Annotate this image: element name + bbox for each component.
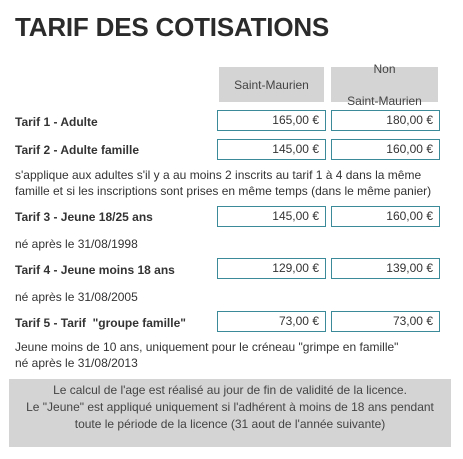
tarif-1-label: Tarif 1 - Adulte [15, 115, 98, 129]
column-header-saint-maurien [219, 67, 324, 102]
tarif-2-note [15, 167, 431, 199]
tarif-2-label: Tarif 2 - Adulte famille [15, 143, 140, 157]
tarif-4-label: Tarif 4 - Jeune moins 18 ans [15, 263, 175, 277]
tarif-4-price-saint-maurien: 129,00 € [217, 258, 326, 279]
column-header-non-saint-maurien [331, 61, 438, 108]
footer-line3: toute le période de la licence (31 aout de l'année suivante) [74, 417, 386, 431]
footer-line1: Le calcul de l'age est réalisé au jour de fin de validité de la licence. [53, 383, 407, 397]
tarif-5-price-saint-maurien: 73,00 € [217, 311, 326, 332]
tarif-3-note: né après le 31/08/1998 [15, 237, 138, 251]
tarif-5-label: Tarif 5 - Tarif "groupe famille" [15, 316, 186, 330]
age-calculation-notice [9, 379, 451, 447]
tarif-2-note-line1: s'applique aux adultes s'il y a au moins 2 inscrits au tarif 1 à 4 dans la même [15, 168, 422, 182]
column-header-label-line2: Saint-Maurien [347, 93, 422, 108]
footer-line2: Le "Jeune" est appliqué uniquement si l'adhérent à moins de 18 ans pendant [26, 400, 434, 414]
tarif-3-price-non-saint-maurien: 160,00 € [331, 206, 440, 227]
tarif-2-price-non-saint-maurien: 160,00 € [331, 139, 440, 160]
tarif-5-note [15, 339, 398, 371]
tarif-4-price-non-saint-maurien: 139,00 € [331, 258, 440, 279]
tarif-4-note: né après le 31/08/2005 [15, 290, 138, 304]
tarif-1-price-saint-maurien: 165,00 € [217, 110, 326, 131]
page-title: TARIF DES COTISATIONS [15, 12, 330, 42]
tarif-1-price-non-saint-maurien: 180,00 € [331, 110, 440, 131]
tarif-3-label: Tarif 3 - Jeune 18/25 ans [15, 210, 153, 224]
tarif-2-price-saint-maurien: 145,00 € [217, 139, 326, 160]
tarif-5-note-line1: Jeune moins de 10 ans, uniquement pour le créneau "grimpe en famille" [15, 340, 399, 354]
tarif-5-note-line2: né après le 31/08/2013 [15, 356, 138, 370]
column-header-label-line1: Non [373, 61, 396, 76]
tarif-2-note-line2: famille et si les inscriptions sont prises en même temps (dans le même panier) [15, 184, 432, 198]
column-header-label: Saint-Maurien [234, 77, 309, 92]
tarif-3-price-saint-maurien: 145,00 € [217, 206, 326, 227]
tarif-5-price-non-saint-maurien: 73,00 € [331, 311, 440, 332]
